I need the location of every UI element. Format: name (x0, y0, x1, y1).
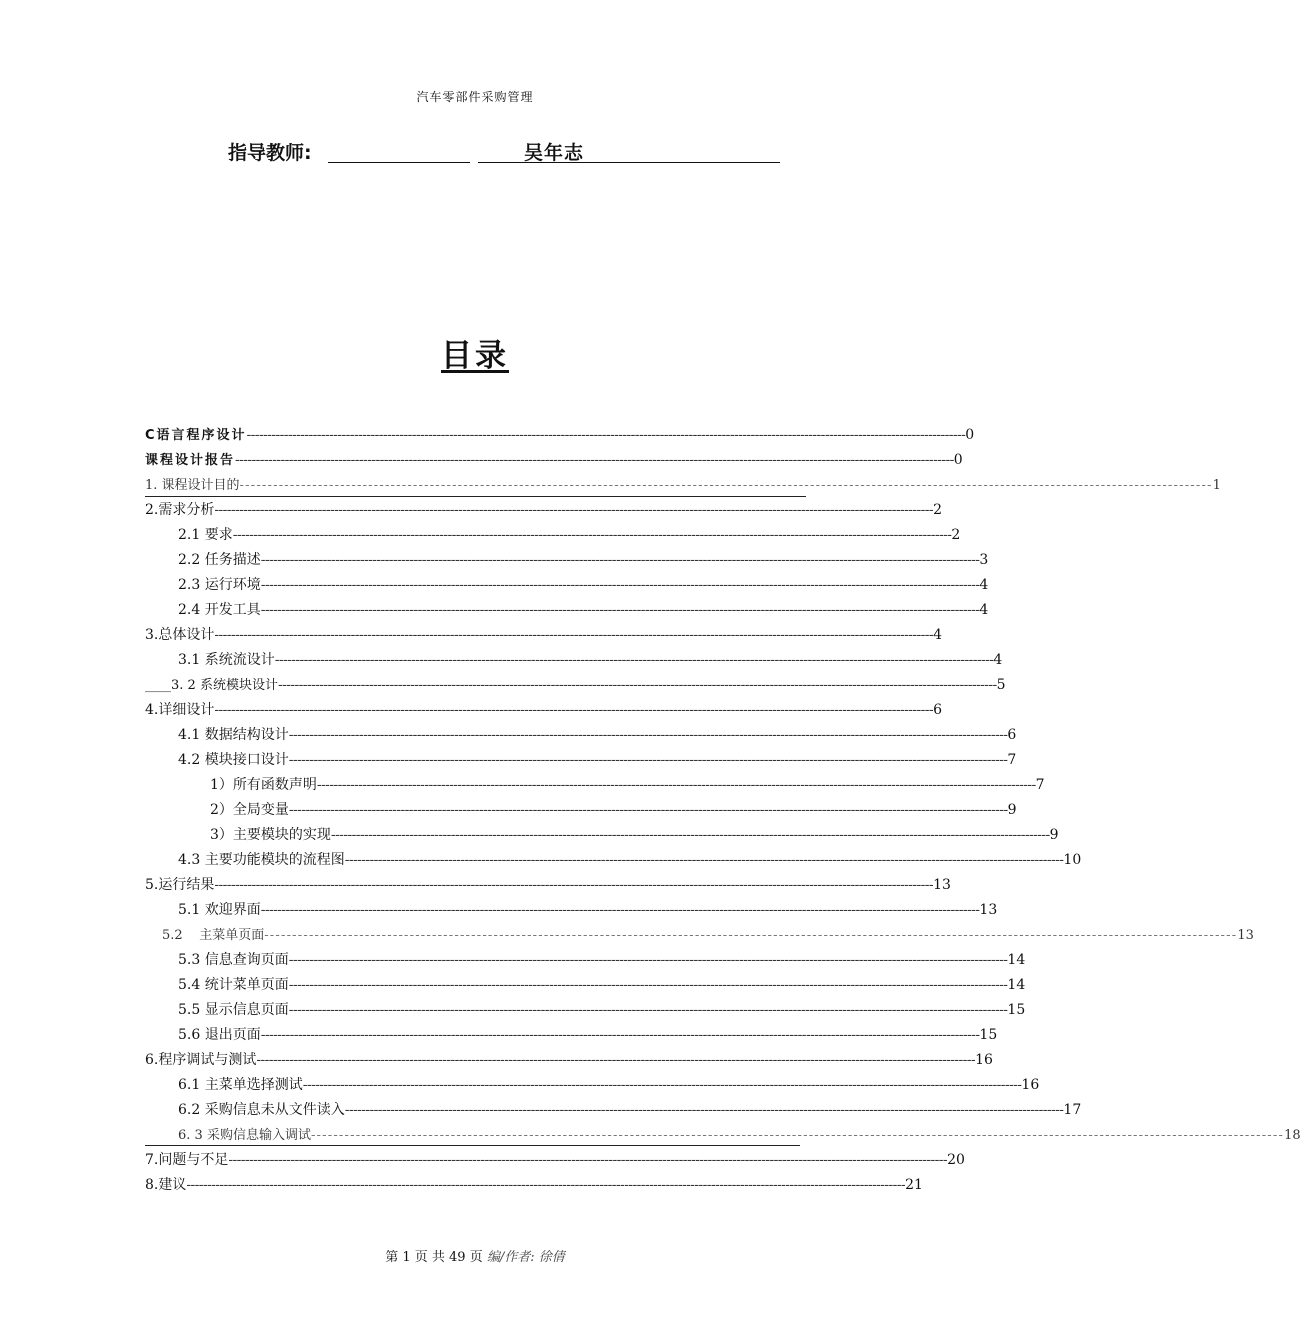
toc-entry[interactable]: C语言程序设计 ------------------------------------------------------------------------------------------------------------------------------------------------------------------------------ 0 (145, 427, 975, 443)
toc-entry[interactable]: 7.问题与不足 ------------------------------------------------------------------------------------------------------------------------------------------------------------------------------ 20 (145, 1152, 965, 1168)
toc-entry[interactable]: 5.5 显示信息页面 ------------------------------------------------------------------------------------------------------------------------------------------------------------------------------ 15 (178, 1002, 1026, 1018)
toc-entry[interactable]: 4.1 数据结构设计 ------------------------------------------------------------------------------------------------------------------------------------------------------------------------------ 6 (178, 727, 1017, 743)
toc-entry[interactable]: 1）所有函数声明 ------------------------------------------------------------------------------------------------------------------------------------------------------------------------------ 7 (210, 777, 1045, 793)
toc-entry[interactable]: 3）主要模块的实现 ------------------------------------------------------------------------------------------------------------------------------------------------------------------------------ 9 (210, 827, 1059, 843)
toc-entry[interactable]: 2）全局变量 ------------------------------------------------------------------------------------------------------------------------------------------------------------------------------ 9 (210, 802, 1017, 818)
toc-entry[interactable]: 2.2 任务描述 ------------------------------------------------------------------------------------------------------------------------------------------------------------------------------ 3 (178, 552, 989, 568)
page-footer (0, 1246, 950, 1265)
toc-entry[interactable]: 1. 课程设计目的 ------------------------------------------------------------------------------------------------------------------------------------------------------------------------------ 1 (145, 474, 806, 497)
toc-entry[interactable]: 3.1 系统流设计 ------------------------------------------------------------------------------------------------------------------------------------------------------------------------------ 4 (178, 652, 1003, 668)
advisor-label: 指导教师: (228, 142, 312, 164)
toc-entry[interactable]: 6.1 主菜单选择测试 ------------------------------------------------------------------------------------------------------------------------------------------------------------------------------ 16 (178, 1077, 1040, 1093)
toc-entry[interactable]: 5.2 主菜单页面 ------------------------------------------------------------------------------------------------------------------------------------------------------------------------------ 13 (162, 928, 1254, 943)
toc-entry[interactable]: 6. 3 采购信息输入调试 ------------------------------------------------------------------------------------------------------------------------------------------------------------------------------ 18 (145, 1124, 800, 1146)
toc-entry[interactable]: 5.6 退出页面 ------------------------------------------------------------------------------------------------------------------------------------------------------------------------------ 15 (178, 1027, 998, 1043)
toc-entry[interactable]: 课程设计报告 ------------------------------------------------------------------------------------------------------------------------------------------------------------------------------ 0 (145, 452, 963, 468)
page-header: 汽车零部件采购管理 (416, 90, 534, 104)
toc-entry[interactable]: 6.程序调试与测试 ------------------------------------------------------------------------------------------------------------------------------------------------------------------------------ 16 (145, 1052, 993, 1068)
toc-entry[interactable]: 8.建议 ------------------------------------------------------------------------------------------------------------------------------------------------------------------------------ 21 (145, 1177, 923, 1193)
advisor-line (228, 138, 788, 168)
toc-entry[interactable]: 5.1 欢迎界面 ------------------------------------------------------------------------------------------------------------------------------------------------------------------------------ 13 (178, 902, 998, 918)
toc-entry[interactable]: 2.需求分析 ------------------------------------------------------------------------------------------------------------------------------------------------------------------------------ 2 (145, 502, 942, 518)
toc-entry[interactable]: 4.详细设计 ------------------------------------------------------------------------------------------------------------------------------------------------------------------------------ 6 (145, 702, 942, 718)
toc-entry[interactable]: 2.3 运行环境 ------------------------------------------------------------------------------------------------------------------------------------------------------------------------------ 4 (178, 577, 989, 593)
toc-entry[interactable]: 2.1 要求 ------------------------------------------------------------------------------------------------------------------------------------------------------------------------------ 2 (178, 527, 961, 543)
toc-entry[interactable]: ____3. 2 系统模块设计 ------------------------------------------------------------------------------------------------------------------------------------------------------------------------------ 5 (145, 677, 1006, 693)
toc-entry[interactable]: 5.4 统计菜单页面 ------------------------------------------------------------------------------------------------------------------------------------------------------------------------------ 14 (178, 977, 1026, 993)
toc-title: 目录 (441, 338, 509, 374)
toc-entry[interactable]: 6.2 采购信息未从文件读入 ------------------------------------------------------------------------------------------------------------------------------------------------------------------------------ 17 (178, 1102, 1082, 1118)
toc-entry[interactable]: 3.总体设计 ------------------------------------------------------------------------------------------------------------------------------------------------------------------------------ 4 (145, 627, 942, 643)
author-note: 编/作者: 徐倩 (486, 1250, 565, 1265)
page-number: 第 1 页 共 49 页 (385, 1250, 483, 1265)
toc-entry[interactable]: 5.运行结果 ------------------------------------------------------------------------------------------------------------------------------------------------------------------------------ 13 (145, 877, 951, 893)
advisor-name: 吴年志 (524, 142, 585, 164)
advisor-underline-1 (328, 162, 470, 163)
toc-entry[interactable]: 2.4 开发工具 ------------------------------------------------------------------------------------------------------------------------------------------------------------------------------ 4 (178, 602, 989, 618)
toc-entry[interactable]: 4.3 主要功能模块的流程图 ------------------------------------------------------------------------------------------------------------------------------------------------------------------------------ 10 (178, 852, 1082, 868)
toc-entry[interactable]: 5.3 信息查询页面 ------------------------------------------------------------------------------------------------------------------------------------------------------------------------------ 14 (178, 952, 1026, 968)
toc-entry[interactable]: 4.2 模块接口设计 ------------------------------------------------------------------------------------------------------------------------------------------------------------------------------ 7 (178, 752, 1017, 768)
